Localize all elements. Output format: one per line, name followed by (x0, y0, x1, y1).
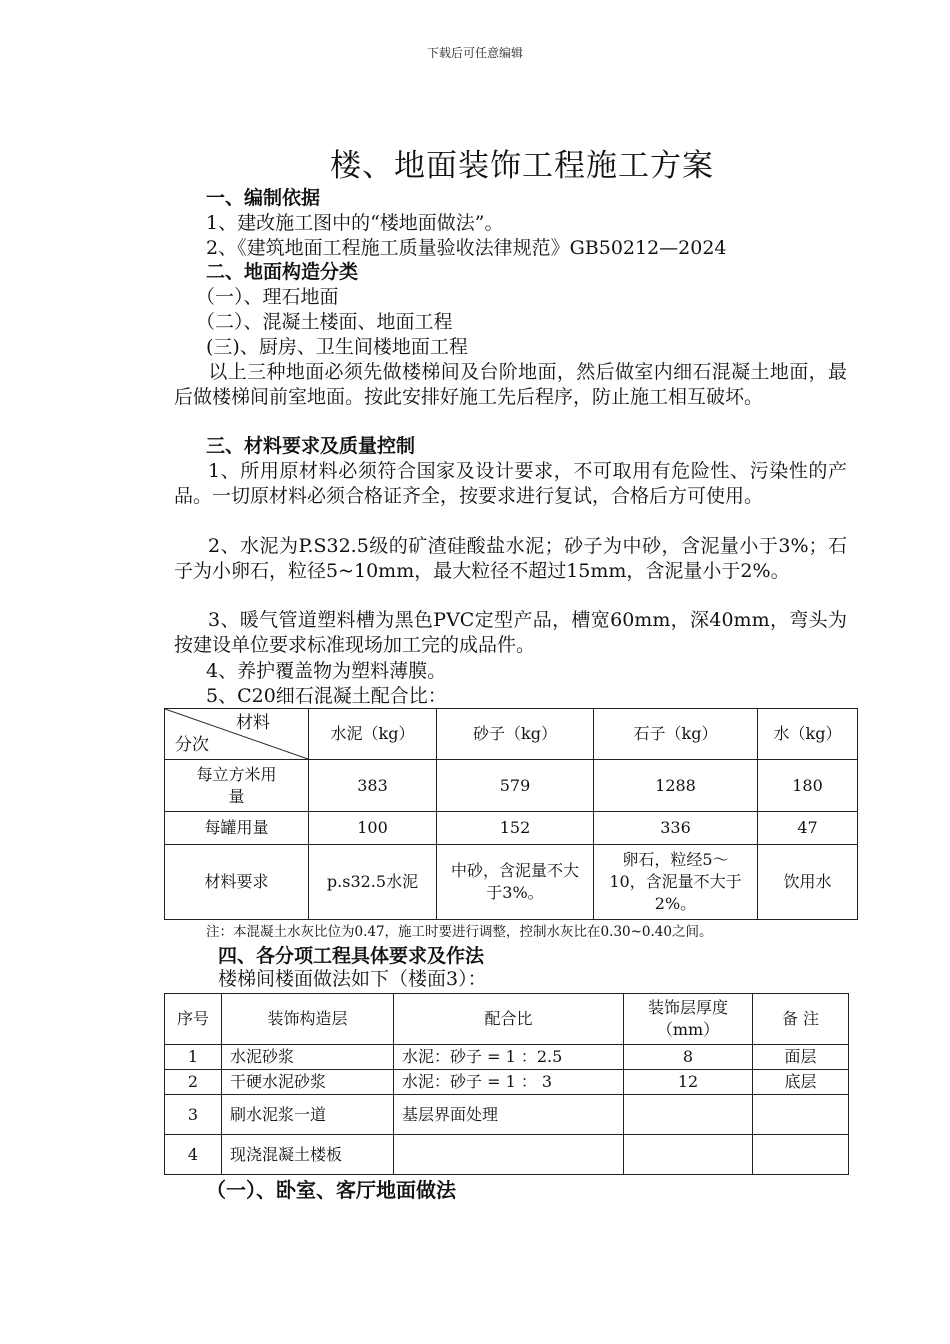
layer-header-no: 序号 (165, 994, 222, 1045)
table-cell: 面层 (753, 1045, 849, 1070)
section-2-paragraph: 以上三种地面必须先做楼梯间及台阶地面，然后做室内细石混凝土地面，最后做楼梯间前室地面。按此安排好施工先后程序，防止施工相互破坏。 (174, 361, 847, 408)
table-cell (394, 1135, 624, 1175)
table-cell (753, 1095, 849, 1135)
section-5-heading: （一）、卧室、客厅地面做法 (206, 1178, 456, 1202)
mix-table-corner-cell (165, 709, 309, 760)
mix-table-header-row (165, 709, 858, 760)
table-row (165, 760, 858, 812)
table-cell: 基层界面处理 (394, 1095, 624, 1135)
table-cell: 579 (437, 760, 594, 812)
table-cell: 152 (437, 812, 594, 845)
table-cell: 刷水泥浆一道 (222, 1095, 394, 1135)
section-3-paragraph-3: 3、暖气管道塑料槽为黑色PVC定型产品，槽宽60mm，深40mm，弯头为按建设单位要求标准现场加工完的成品件。 (174, 609, 847, 656)
layer-table-header-row (165, 994, 849, 1045)
section-2-item-1: （一）、理石地面 (196, 286, 339, 308)
section-3-paragraph-4: 4、养护覆盖物为塑料薄膜。 (206, 660, 447, 682)
row-label: 每立方米用量 (165, 760, 309, 812)
table-cell: 8 (624, 1045, 753, 1070)
table-cell: 底层 (753, 1070, 849, 1095)
mix-ratio-table (164, 708, 858, 920)
section-3-paragraph-5: 5、C20细石混凝土配合比： (206, 685, 447, 707)
table-cell: 卵石，粒经5～10，含泥量不大于2%。 (594, 845, 758, 920)
table-cell: 2 (165, 1070, 222, 1095)
section-3-paragraph-2: 2、水泥为P.S32.5级的矿渣硅酸盐水泥；砂子为中砂，含泥量小于3%；石子为小卵石，粒径5~10mm，最大粒径不超过15mm，含泥量小于2%。 (174, 535, 847, 582)
table-cell: 12 (624, 1070, 753, 1095)
layer-header-remark: 备 注 (753, 994, 849, 1045)
document-title: 楼、地面装饰工程施工方案 (330, 148, 714, 184)
table-cell: 336 (594, 812, 758, 845)
section-1-item-2: 2、《建筑地面工程施工质量验收法律规范》GB50212—2024 (206, 237, 727, 259)
table-row (165, 845, 858, 920)
corner-label-batch: 分次 (175, 735, 209, 755)
table-cell: 180 (758, 760, 858, 812)
table-cell: 3 (165, 1095, 222, 1135)
table-cell: 383 (309, 760, 437, 812)
table-cell: 水泥：砂子 = 1 ： 3 (394, 1070, 624, 1095)
table-cell: 1 (165, 1045, 222, 1070)
table-cell: 100 (309, 812, 437, 845)
table-cell: 干硬水泥砂浆 (222, 1070, 394, 1095)
mix-header-stone: 石子（kg） (594, 709, 758, 760)
table-cell: 4 (165, 1135, 222, 1175)
table-cell (624, 1135, 753, 1175)
table-row (165, 812, 858, 845)
table-cell: 饮用水 (758, 845, 858, 920)
table-cell: p.s32.5水泥 (309, 845, 437, 920)
table-row (165, 1070, 849, 1095)
header-note: 下载后可任意编辑 (426, 46, 523, 60)
mix-header-sand: 砂子（kg） (437, 709, 594, 760)
table-row (165, 1045, 849, 1070)
section-4-heading: 四、各分项工程具体要求及作法 (218, 945, 485, 967)
section-1-heading: 一、编制依据 (206, 187, 321, 209)
section-2-item-3: (三)、厨房、卫生间楼地面工程 (206, 336, 468, 358)
row-label: 每罐用量 (165, 812, 309, 845)
section-2-heading: 二、地面构造分类 (206, 261, 359, 283)
row-label: 材料要求 (165, 845, 309, 920)
table-row (165, 1095, 849, 1135)
layer-header-thickness: 装饰层厚度（mm） (624, 994, 753, 1045)
floor-layer-table (164, 993, 849, 1175)
table-cell: 1288 (594, 760, 758, 812)
table-cell: 中砂，含泥量不大于3%。 (437, 845, 594, 920)
table-cell (624, 1095, 753, 1135)
table-cell: 47 (758, 812, 858, 845)
mix-header-water: 水（kg） (758, 709, 858, 760)
table-cell: 现浇混凝土楼板 (222, 1135, 394, 1175)
section-3-paragraph-1: 1、所用原材料必须符合国家及设计要求，不可取用有危险性、污染性的产品。一切原材料必须合格证齐全，按要求进行复试，合格后方可使用。 (174, 460, 847, 507)
table-cell (753, 1135, 849, 1175)
mix-table-note: 注：本混凝土水灰比位为0.47，施工时要进行调整，控制水灰比在0.30~0.40之间。 (206, 924, 713, 940)
table-cell: 水泥砂浆 (222, 1045, 394, 1070)
section-4-subheading: 楼梯间楼面做法如下（楼面3）： (218, 968, 487, 990)
table-cell: 水泥：砂子 = 1 ：2.5 (394, 1045, 624, 1070)
corner-label-material: 材料 (236, 713, 270, 733)
section-1-item-1: 1、建改施工图中的“楼地面做法”。 (206, 212, 504, 234)
section-3-heading: 三、材料要求及质量控制 (206, 435, 416, 457)
table-row (165, 1135, 849, 1175)
layer-header-ratio: 配合比 (394, 994, 624, 1045)
mix-header-cement: 水泥（kg） (309, 709, 437, 760)
section-2-item-2: （二）、混凝土楼面、地面工程 (196, 311, 453, 333)
layer-header-layer: 装饰构造层 (222, 994, 394, 1045)
